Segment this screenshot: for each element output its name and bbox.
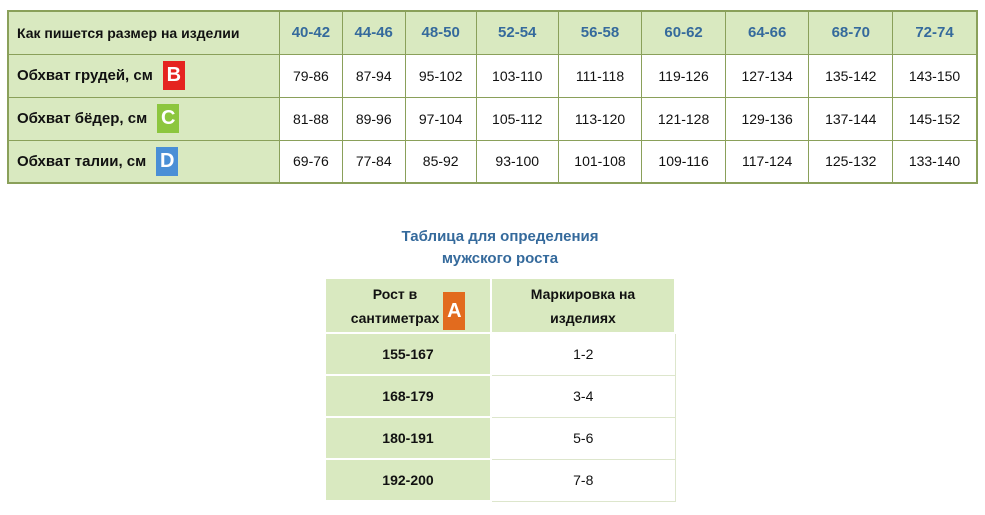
height-range: 192-200	[325, 459, 491, 501]
size-col: 60-62	[642, 11, 726, 54]
hips-label-cell	[8, 97, 280, 140]
size-col: 40-42	[280, 11, 343, 54]
height-range: 155-167	[325, 333, 491, 375]
height-table-caption	[324, 226, 676, 270]
badge-c-icon: C	[157, 104, 179, 133]
size-col: 68-70	[809, 11, 893, 54]
size-table	[7, 10, 978, 184]
size-col: 44-46	[342, 11, 405, 54]
table-cell: 79-86	[280, 54, 343, 97]
chest-label: Обхват грудей, см	[17, 67, 153, 84]
caption-line-2: мужского роста	[441, 250, 559, 267]
height-col-header	[325, 278, 491, 333]
badge-a-icon: A	[443, 292, 465, 330]
marking-value: 1-2	[491, 333, 675, 375]
table-cell: 109-116	[642, 140, 726, 183]
chest-row	[8, 54, 977, 97]
size-col: 72-74	[893, 11, 977, 54]
table-cell: 121-128	[642, 97, 726, 140]
table-row	[325, 417, 675, 459]
size-col: 52-54	[476, 11, 558, 54]
table-cell: 77-84	[342, 140, 405, 183]
table-cell: 89-96	[342, 97, 405, 140]
size-col: 56-58	[558, 11, 642, 54]
table-cell: 117-124	[725, 140, 809, 183]
height-range: 168-179	[325, 375, 491, 417]
height-col-header-line2: сантиметрах	[350, 309, 440, 326]
waist-row	[8, 140, 977, 183]
height-table	[324, 277, 676, 502]
badge-b-icon: B	[163, 61, 185, 90]
table-cell: 95-102	[405, 54, 476, 97]
hips-label: Обхват бёдер, см	[17, 110, 148, 127]
table-cell: 129-136	[725, 97, 809, 140]
waist-label-cell	[8, 140, 280, 183]
table-cell: 119-126	[642, 54, 726, 97]
height-range: 180-191	[325, 417, 491, 459]
table-cell: 105-112	[476, 97, 558, 140]
table-cell: 133-140	[893, 140, 977, 183]
marking-value: 5-6	[491, 417, 675, 459]
table-row	[325, 375, 675, 417]
table-cell: 93-100	[476, 140, 558, 183]
table-cell: 125-132	[809, 140, 893, 183]
chest-label-cell	[8, 54, 280, 97]
table-cell: 145-152	[893, 97, 977, 140]
marking-value: 7-8	[491, 459, 675, 501]
badge-d-icon: D	[156, 147, 178, 176]
table-cell: 101-108	[558, 140, 642, 183]
height-header-row	[325, 278, 675, 333]
table-row	[325, 333, 675, 375]
table-cell: 85-92	[405, 140, 476, 183]
table-cell: 137-144	[809, 97, 893, 140]
table-cell: 135-142	[809, 54, 893, 97]
marking-col-header-line1: Маркировка на	[530, 285, 636, 302]
table-cell: 143-150	[893, 54, 977, 97]
caption-line-1: Таблица для определения	[401, 228, 599, 245]
marking-col-header-line2: изделиях	[550, 309, 616, 326]
marking-value: 3-4	[491, 375, 675, 417]
marking-col-header	[491, 278, 675, 333]
size-header-label: Как пишется размер на изделии	[8, 11, 280, 54]
size-col: 64-66	[725, 11, 809, 54]
table-cell: 81-88	[280, 97, 343, 140]
table-cell: 103-110	[476, 54, 558, 97]
size-header-row	[8, 11, 977, 54]
waist-label: Обхват талии, см	[17, 152, 147, 170]
table-cell: 113-120	[558, 97, 642, 140]
table-cell: 69-76	[280, 140, 343, 183]
size-col: 48-50	[405, 11, 476, 54]
table-cell: 97-104	[405, 97, 476, 140]
table-cell: 111-118	[558, 54, 642, 97]
table-cell: 127-134	[725, 54, 809, 97]
table-cell: 87-94	[342, 54, 405, 97]
table-row	[325, 459, 675, 501]
height-col-header-line1: Рост в	[372, 285, 418, 302]
hips-row	[8, 97, 977, 140]
